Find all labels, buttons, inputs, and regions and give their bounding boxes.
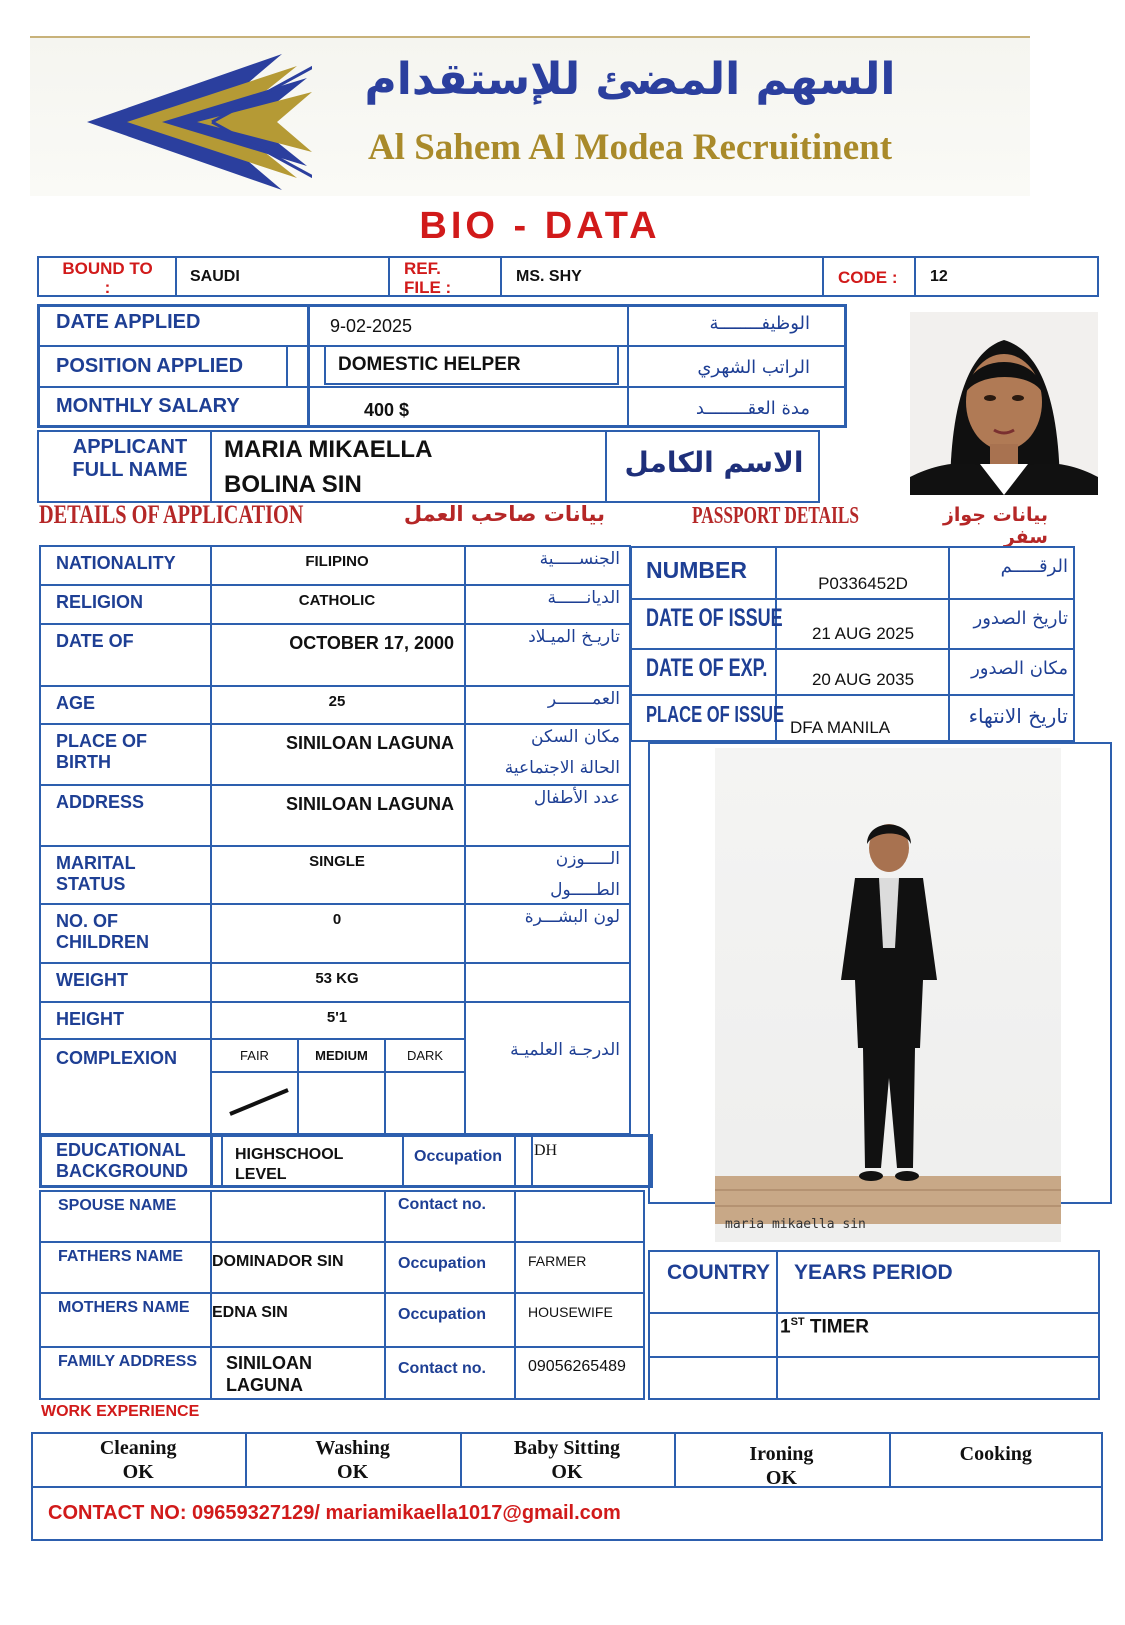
full-name-arabic: الاسم الكامل: [624, 446, 804, 479]
skill-name: Baby Sitting: [513, 1437, 621, 1459]
passport-label: PLACE OF ISSUE: [646, 701, 785, 727]
detail-value: CATHOLIC: [298, 592, 376, 609]
years-period-header: YEARS PERIOD: [794, 1261, 953, 1284]
applicant-name-line2: BOLINA SIN: [224, 471, 362, 498]
passport-value: P0336452D: [818, 574, 908, 593]
detail-value: FILIPINO: [305, 553, 369, 570]
height-arabic: الطـــــول: [550, 880, 620, 900]
skill-item: [31, 1436, 245, 1484]
skill-item: [674, 1442, 888, 1490]
family-field-value: 09056265489: [528, 1358, 626, 1375]
detail-arabic: الديانــــــة: [547, 588, 620, 608]
applicant-name-label: APPLICANT FULL NAME: [72, 436, 188, 481]
detail-value: 53 KG: [315, 970, 359, 987]
complexion-dark[interactable]: DARK: [406, 1048, 444, 1063]
detail-value: SINGLE: [309, 853, 365, 870]
passport-label: DATE OF ISSUE: [646, 604, 783, 632]
detail-label: HEIGHT: [56, 1009, 125, 1029]
monthly-salary-arabic: مدة العقــــــــد: [695, 398, 810, 419]
company-banner: [30, 36, 1030, 196]
passport-details-heading: PASSPORT DETAILS: [692, 503, 859, 529]
photo-caption: maria mikaella sin: [725, 1217, 866, 1232]
passport-label: DATE OF EXP.: [646, 654, 768, 682]
detail-label: WEIGHT: [56, 970, 128, 990]
skill-status: OK: [337, 1461, 369, 1483]
detail-label: AGE: [56, 693, 96, 713]
detail-label: NATIONALITY: [56, 553, 176, 573]
detail-arabic: الجنســـــية: [539, 549, 620, 569]
family-name: SINILOAN LAGUNA: [226, 1353, 313, 1395]
passport-arabic: تاريخ الانتهاء: [968, 704, 1068, 728]
skill-item: [460, 1436, 674, 1484]
family-name: EDNA SIN: [212, 1304, 288, 1321]
detail-label: DATE OF: [56, 631, 134, 651]
applicant-headshot: [910, 312, 1098, 495]
skill-name: Ironing: [749, 1443, 814, 1465]
detail-arabic: لون البشـــرة: [524, 907, 620, 927]
skill-status: OK: [551, 1461, 583, 1483]
code-label: CODE :: [838, 268, 898, 287]
details-of-application-heading: DETAILS OF APPLICATION: [39, 500, 304, 529]
detail-label: ADDRESS: [56, 792, 145, 812]
education-occupation-value: DH: [534, 1142, 558, 1159]
date-applied-arabic: الوظيفــــــــة: [709, 313, 810, 334]
social-status-arabic: الحالة الاجتماعية: [504, 758, 620, 778]
date-applied-label: DATE APPLIED: [56, 311, 201, 333]
code-value: 12: [930, 268, 948, 285]
document-title: BIO - DATA: [419, 205, 661, 247]
position-applied-value: DOMESTIC HELPER: [338, 354, 521, 375]
position-applied-label: POSITION APPLIED: [56, 355, 244, 377]
education-label: EDUCATIONAL BACKGROUND: [56, 1140, 188, 1181]
complexion-medium[interactable]: MEDIUM: [315, 1048, 368, 1063]
monthly-salary-label: MONTHLY SALARY: [56, 395, 240, 417]
passport-label: NUMBER: [646, 557, 747, 583]
work-experience-label: WORK EXPERIENCE: [41, 1403, 200, 1420]
family-label: SPOUSE NAME: [58, 1197, 177, 1214]
complexion-check-mark-icon: [226, 1084, 292, 1120]
education-arabic: الدرجـة العلميـة: [510, 1040, 620, 1060]
education-occupation-label: Occupation: [414, 1148, 503, 1165]
detail-arabic: عدد الأطفال: [533, 788, 620, 808]
company-arabic-name: السهم المضئ للإستقدام: [364, 54, 896, 105]
monthly-salary-value: 400 $: [364, 400, 410, 420]
family-field-label: Contact no.: [398, 1360, 486, 1377]
skill-name: Washing: [315, 1437, 390, 1459]
bound-to-label: BOUND TO :: [62, 259, 153, 297]
family-field-value: HOUSEWIFE: [528, 1304, 613, 1320]
family-field-label: Occupation: [398, 1306, 487, 1323]
family-name: DOMINADOR SIN: [212, 1253, 344, 1270]
skill-item: [245, 1436, 459, 1484]
ref-file-value: MS. SHY: [516, 268, 582, 285]
applicant-name-line1: MARIA MIKAELLA: [224, 436, 433, 463]
detail-value: 0: [332, 911, 342, 928]
skill-status: OK: [765, 1467, 797, 1489]
country-header: COUNTRY: [667, 1261, 771, 1284]
detail-label: MARITAL STATUS: [56, 853, 136, 894]
detail-label: RELIGION: [56, 592, 144, 612]
skill-item: [889, 1442, 1103, 1466]
detail-value: SINILOAN LAGUNA: [286, 794, 454, 814]
position-applied-arabic: الراتب الشهري: [697, 357, 810, 378]
family-field-label: Contact no.: [398, 1196, 486, 1213]
ref-file-label: REF. FILE :: [404, 259, 452, 297]
passport-value: 20 AUG 2035: [811, 670, 915, 689]
full-body-photo: [715, 748, 1061, 1242]
detail-arabic: مكان السكن: [531, 727, 620, 747]
detail-arabic: الـــــوزن: [555, 849, 620, 869]
education-value: HIGHSCHOOL LEVEL: [235, 1146, 344, 1183]
passport-arabic: مكان الصدور: [971, 658, 1068, 679]
skill-name: Cleaning: [99, 1437, 177, 1459]
complexion-label: COMPLEXION: [56, 1048, 178, 1068]
detail-value: OCTOBER 17, 2000: [289, 633, 454, 653]
years-period-value: 1ST TIMER: [780, 1316, 870, 1338]
complexion-fair[interactable]: FAIR: [240, 1048, 269, 1063]
skill-name: Cooking: [959, 1443, 1032, 1465]
family-label: FAMILY ADDRESS: [58, 1353, 197, 1370]
family-field-value: FARMER: [528, 1253, 587, 1269]
detail-arabic: تاريـخ الميـلاد: [528, 627, 620, 647]
date-applied-value: 9-02-2025: [330, 316, 413, 336]
detail-value: 5'1: [326, 1009, 348, 1026]
family-field-label: Occupation: [398, 1255, 487, 1272]
family-label: MOTHERS NAME: [58, 1299, 190, 1316]
company-english-name: Al Sahem Al Modea Recruitinent: [367, 127, 893, 168]
bound-to-value: SAUDI: [190, 268, 240, 285]
contact-line: CONTACT NO: 09659327129/ mariamikaella1017@gmail.com: [48, 1502, 621, 1524]
detail-arabic: العمـــــــر: [547, 689, 620, 709]
passport-value: 21 AUG 2025: [811, 624, 915, 643]
skill-status: OK: [122, 1461, 154, 1483]
detail-label: PLACE OF BIRTH: [56, 731, 148, 772]
passport-arabic: الرقـــــم: [1000, 556, 1068, 577]
passport-arabic: تاريخ الصدور: [973, 608, 1068, 629]
family-label: FATHERS NAME: [58, 1248, 184, 1265]
passport-value: DFA MANILA: [790, 718, 891, 737]
employer-details-arabic: بيانات صاحب العمل: [403, 502, 605, 526]
arrow-logo-icon: [82, 52, 312, 192]
detail-value: 25: [328, 693, 346, 710]
passport-details-arabic: بيانات جواز سفر: [942, 504, 1048, 548]
detail-label: NO. OF CHILDREN: [56, 911, 149, 952]
detail-value: SINILOAN LAGUNA: [286, 733, 454, 753]
